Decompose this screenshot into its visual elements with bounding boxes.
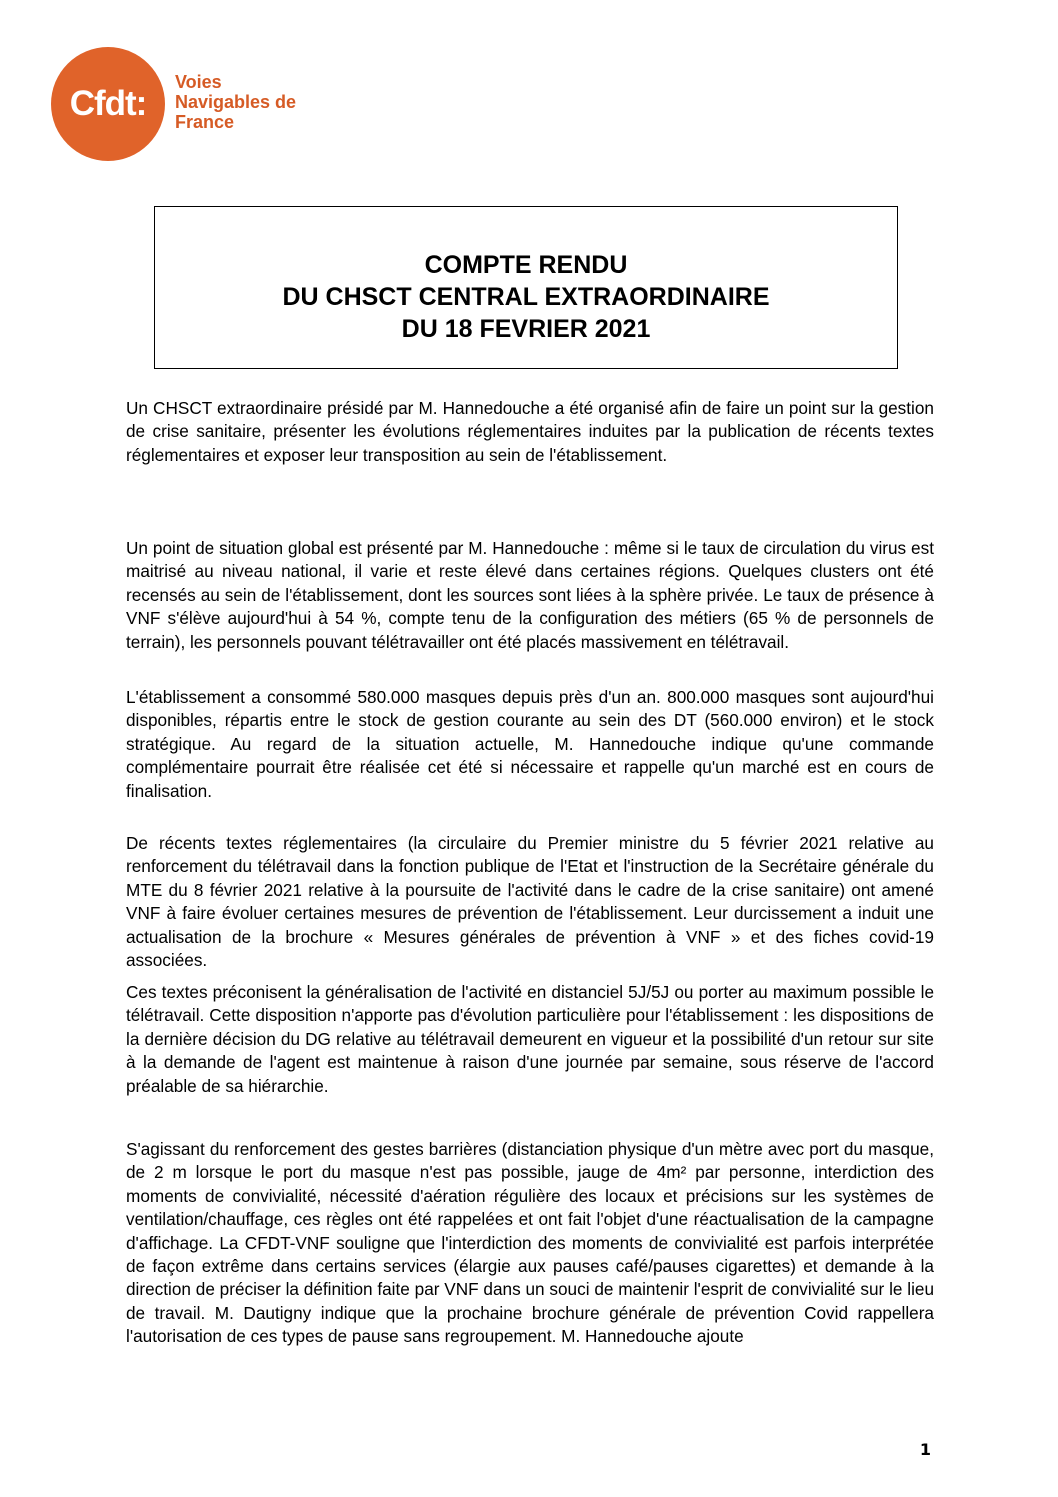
document-title-box [154, 206, 898, 369]
paragraph: Un point de situation global est présenté par M. Hannedouche : même si le taux de circulation du virus est maitrisé au niveau national, il varie et reste élevé dans certaines régions. Quelques clusters ont été recensés au sein de l'établissement, dont les sources sont liées à la sphère privée. Le taux de présence à VNF s'élève aujourd'hui à 54 %, compte tenu de la configuration des métiers (65 % de personnels de terrain), les personnels pouvant télétravailler ont été placés massivement en télétravail. [126, 538, 934, 652]
cfdt-logo-mark: Cfdt: [69, 84, 147, 123]
paragraph: De récents textes réglementaires (la circulaire du Premier ministre du 5 février 2021 relative au renforcement du télétravail dans la fonction publique de l'Etat et l'instruction de la Secrétaire générale du MTE du 8 février 2021 relative à la poursuite de l'activité dans le cadre de la crise sanitaire) ont amené VNF à faire évoluer certaines mesures de prévention de l'établissement. Leur durcissement a induit une actualisation de la brochure « Mesures générales de prévention à VNF » et des fiches covid-19 associées. [126, 833, 934, 971]
paragraph-teletravail [126, 981, 934, 1098]
paragraph-masques [126, 686, 934, 803]
paragraph: Un CHSCT extraordinaire présidé par M. Hannedouche a été organisé afin de faire un point sur la gestion de crise sanitaire, présenter les évolutions réglementaires induites par la publication de récents textes réglementaires et exposer leur transposition au sein de l'établissement. [126, 398, 934, 465]
paragraph: L'établissement a consommé 580.000 masques depuis près d'un an. 800.000 masques sont aujourd'hui disponibles, répartis entre le stock de gestion courante au sein des DT (560.000 environ) et le stock stratégique. Au regard de la situation actuelle, M. Hannedouche indique qu'une commande complémentaire pourrait être réalisée cet été si nécessaire et rappelle qu'un marché est en cours de finalisation. [126, 687, 934, 801]
title-line: DU 18 FEVRIER 2021 [401, 315, 651, 343]
cfdt-logo-org-name [175, 72, 296, 132]
paragraph: S'agissant du renforcement des gestes barrières (distanciation physique d'un mètre avec port du masque, de 2 m lorsque le port du masque n'est pas possible, jauge de 4m² par personne, interdiction des moments de convivialité, nécessité d'aération régulière des locaux et précisions sur les systèmes de ventilation/chauffage, ces règles ont été rappelées et ont fait l'objet d'une réactualisation de la campagne d'affichage. La CFDT-VNF souligne que l'interdiction des moments de convivialité est parfois interprétée de façon extrême dans certains services (élargie aux pauses café/pauses cigarettes) et demande à la direction de préciser la définition faite par VNF dans un souci de maintenir l'esprit de convivialité sur le lieu de travail. M. Dautigny indique que la prochaine brochure générale de prévention Covid rappellera l'autorisation de ces types de pause sans regroupement. M. Hannedouche ajoute [126, 1139, 934, 1347]
paragraph: Ces textes préconisent la généralisation de l'activité en distanciel 5J/5J ou porter au maximum possible le télétravail. Cette disposition n'apporte pas d'évolution particulière pour l'établissement : les dispositions de la dernière décision du DG relative au télétravail demeurent en vigueur et la possibilité d'un retour sur site à la demande de l'agent est maintenue à raison d'une journée par semaine, sous réserve de l'accord préalable de sa hiérarchie. [126, 982, 934, 1096]
cfdt-logo-circle [51, 47, 165, 161]
paragraph-gestes-barrieres [126, 1138, 934, 1349]
page-number: 1 [919, 1440, 931, 1459]
paragraph-situation [126, 537, 934, 654]
title-line: DU CHSCT CENTRAL EXTRAORDINAIRE [282, 283, 770, 311]
paragraph-textes-reglementaires [126, 832, 934, 972]
logo-org-line: France [175, 112, 235, 132]
paragraph-intro [126, 397, 934, 467]
title-line: COMPTE RENDU [424, 251, 628, 279]
logo-org-line: Voies [175, 72, 222, 92]
cfdt-logo [51, 47, 411, 167]
document-title [155, 249, 897, 345]
logo-org-line: Navigables de [175, 92, 297, 112]
